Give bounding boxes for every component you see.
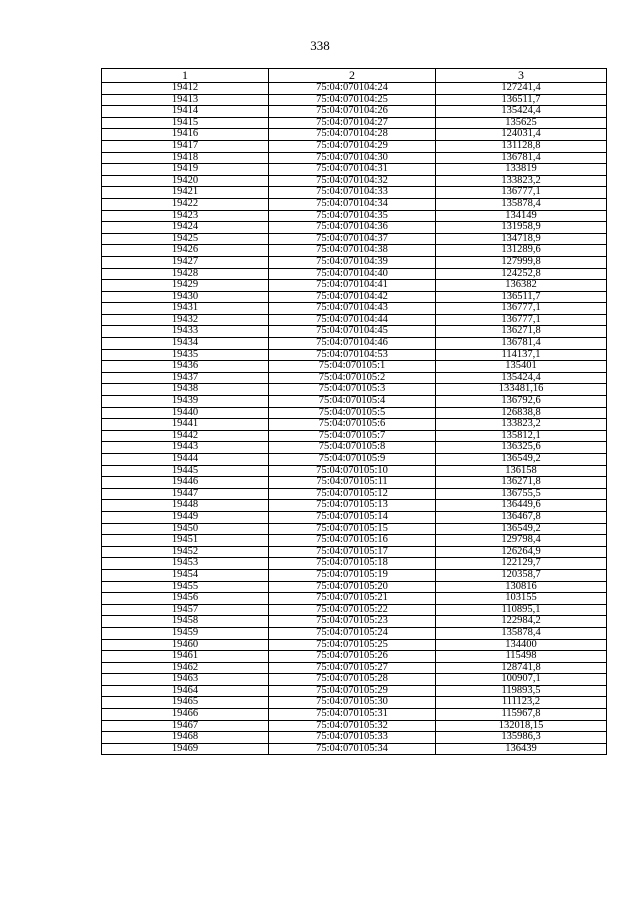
row-number-cell: 19447 [102,488,269,500]
value-cell: 103155 [436,593,607,605]
value-cell: 111123,2 [436,697,607,709]
cadastral-number-cell: 75:04:070104:39 [269,256,436,268]
table-row [102,175,607,187]
table-row [102,210,607,222]
cadastral-number-cell: 75:04:070104:27 [269,117,436,129]
value-cell: 115498 [436,651,607,663]
row-number-cell: 19427 [102,256,269,268]
table-row [102,106,607,118]
value-cell: 122129,7 [436,558,607,570]
table-row [102,627,607,639]
row-number-cell: 19448 [102,500,269,512]
table-row [102,593,607,605]
row-number-cell: 19429 [102,280,269,292]
table-row [102,662,607,674]
cadastral-number-cell: 75:04:070105:28 [269,674,436,686]
row-number-cell: 19454 [102,569,269,581]
table-row [102,129,607,141]
cadastral-number-cell: 75:04:070104:33 [269,187,436,199]
cadastral-number-cell: 75:04:070105:7 [269,430,436,442]
table-row [102,314,607,326]
value-cell: 132018,15 [436,720,607,732]
table-row [102,233,607,245]
table-row [102,685,607,697]
table-row [102,384,607,396]
table-row [102,291,607,303]
table-row [102,338,607,350]
row-number-cell: 19467 [102,720,269,732]
value-cell: 135625 [436,117,607,129]
value-cell: 135986,3 [436,732,607,744]
cadastral-number-cell: 75:04:070104:26 [269,106,436,118]
row-number-cell: 19444 [102,454,269,466]
value-cell: 136792,6 [436,396,607,408]
row-number-cell: 19423 [102,210,269,222]
value-cell: 136777,1 [436,303,607,315]
cadastral-number-cell: 75:04:070105:2 [269,372,436,384]
cadastral-number-cell: 75:04:070104:41 [269,280,436,292]
table-row [102,511,607,523]
row-number-cell: 19439 [102,396,269,408]
value-cell: 115967,8 [436,709,607,721]
row-number-cell: 19413 [102,94,269,106]
value-cell: 135812,1 [436,430,607,442]
cadastral-number-cell: 75:04:070105:20 [269,581,436,593]
value-cell: 136382 [436,280,607,292]
cadastral-number-cell: 75:04:070105:6 [269,419,436,431]
row-number-cell: 19452 [102,546,269,558]
cadastral-number-cell: 75:04:070105:9 [269,454,436,466]
table-row [102,326,607,338]
row-number-cell: 19460 [102,639,269,651]
row-number-cell: 19428 [102,268,269,280]
table-row [102,465,607,477]
cadastral-number-cell: 75:04:070104:32 [269,175,436,187]
row-number-cell: 19434 [102,338,269,350]
row-number-cell: 19420 [102,175,269,187]
value-cell: 120358,7 [436,569,607,581]
table-row [102,280,607,292]
value-cell: 135878,4 [436,198,607,210]
value-cell: 114137,1 [436,349,607,361]
table-row [102,245,607,257]
value-cell: 136755,5 [436,488,607,500]
cadastral-number-cell: 75:04:070104:29 [269,140,436,152]
value-cell: 119893,5 [436,685,607,697]
row-number-cell: 19466 [102,709,269,721]
value-cell: 131958,9 [436,222,607,234]
value-cell: 136781,4 [436,152,607,164]
value-cell: 126838,8 [436,407,607,419]
table-row [102,117,607,129]
cadastral-number-cell: 75:04:070104:37 [269,233,436,245]
value-cell: 136271,8 [436,477,607,489]
row-number-cell: 19446 [102,477,269,489]
cadastral-number-cell: 75:04:070104:38 [269,245,436,257]
row-number-cell: 19462 [102,662,269,674]
row-number-cell: 19438 [102,384,269,396]
row-number-cell: 19443 [102,442,269,454]
cadastral-number-cell: 75:04:070104:53 [269,349,436,361]
table-body [102,83,607,755]
row-number-cell: 19450 [102,523,269,535]
value-cell: 133481,16 [436,384,607,396]
table-row [102,454,607,466]
row-number-cell: 19442 [102,430,269,442]
cadastral-number-cell: 75:04:070105:25 [269,639,436,651]
cadastral-number-cell: 75:04:070105:3 [269,384,436,396]
value-cell: 127999,8 [436,256,607,268]
page-number: 338 [310,38,330,53]
cadastral-number-cell: 75:04:070105:27 [269,662,436,674]
value-cell: 127241,4 [436,83,607,95]
data-table [101,68,607,755]
cadastral-number-cell: 75:04:070105:12 [269,488,436,500]
table-row [102,709,607,721]
cadastral-number-cell: 75:04:070105:24 [269,627,436,639]
row-number-cell: 19468 [102,732,269,744]
value-cell: 135878,4 [436,627,607,639]
row-number-cell: 19461 [102,651,269,663]
table-row [102,198,607,210]
column-header-1: 1 [102,69,269,83]
row-number-cell: 19457 [102,604,269,616]
row-number-cell: 19458 [102,616,269,628]
cadastral-number-cell: 75:04:070105:18 [269,558,436,570]
cadastral-number-cell: 75:04:070105:5 [269,407,436,419]
cadastral-number-cell: 75:04:070104:36 [269,222,436,234]
cadastral-number-cell: 75:04:070105:11 [269,477,436,489]
value-cell: 136511,7 [436,94,607,106]
table-row [102,720,607,732]
cadastral-number-cell: 75:04:070104:35 [269,210,436,222]
value-cell: 134400 [436,639,607,651]
value-cell: 135424,4 [436,372,607,384]
table-row [102,500,607,512]
table-row [102,651,607,663]
value-cell: 136777,1 [436,187,607,199]
row-number-cell: 19455 [102,581,269,593]
table-row [102,639,607,651]
table-row [102,256,607,268]
table-row [102,164,607,176]
cadastral-number-cell: 75:04:070105:21 [269,593,436,605]
value-cell: 130816 [436,581,607,593]
table-row [102,222,607,234]
cadastral-number-cell: 75:04:070105:16 [269,535,436,547]
table-row [102,581,607,593]
row-number-cell: 19451 [102,535,269,547]
cadastral-number-cell: 75:04:070104:42 [269,291,436,303]
cadastral-number-cell: 75:04:070105:34 [269,743,436,755]
cadastral-number-cell: 75:04:070105:26 [269,651,436,663]
cadastral-number-cell: 75:04:070104:44 [269,314,436,326]
table-row [102,430,607,442]
row-number-cell: 19430 [102,291,269,303]
cadastral-number-cell: 75:04:070105:19 [269,569,436,581]
row-number-cell: 19416 [102,129,269,141]
table-row [102,546,607,558]
value-cell: 124031,4 [436,129,607,141]
value-cell: 134718,9 [436,233,607,245]
row-number-cell: 19453 [102,558,269,570]
cadastral-number-cell: 75:04:070105:30 [269,697,436,709]
value-cell: 133819 [436,164,607,176]
value-cell: 135424,4 [436,106,607,118]
cadastral-number-cell: 75:04:070105:14 [269,511,436,523]
cadastral-number-cell: 75:04:070104:46 [269,338,436,350]
value-cell: 133823,2 [436,419,607,431]
value-cell: 136439 [436,743,607,755]
row-number-cell: 19435 [102,349,269,361]
value-cell: 136511,7 [436,291,607,303]
cadastral-number-cell: 75:04:070105:13 [269,500,436,512]
cadastral-number-cell: 75:04:070104:34 [269,198,436,210]
cadastral-number-cell: 75:04:070105:8 [269,442,436,454]
cadastral-number-cell: 75:04:070105:17 [269,546,436,558]
table-row [102,697,607,709]
table-row [102,372,607,384]
table-row [102,604,607,616]
value-cell: 128741,8 [436,662,607,674]
row-number-cell: 19465 [102,697,269,709]
row-number-cell: 19412 [102,83,269,95]
value-cell: 134149 [436,210,607,222]
header-row [102,69,607,83]
value-cell: 136158 [436,465,607,477]
table-row [102,407,607,419]
value-cell: 110895,1 [436,604,607,616]
table-row [102,419,607,431]
column-header-2: 2 [269,69,436,83]
table-row [102,361,607,373]
table-row [102,396,607,408]
row-number-cell: 19415 [102,117,269,129]
row-number-cell: 19463 [102,674,269,686]
value-cell: 136467,8 [436,511,607,523]
table-row [102,303,607,315]
row-number-cell: 19418 [102,152,269,164]
cadastral-number-cell: 75:04:070104:30 [269,152,436,164]
value-cell: 124252,8 [436,268,607,280]
table-row [102,83,607,95]
cadastral-number-cell: 75:04:070104:43 [269,303,436,315]
table-row [102,558,607,570]
row-number-cell: 19425 [102,233,269,245]
cadastral-number-cell: 75:04:070105:23 [269,616,436,628]
value-cell: 136777,1 [436,314,607,326]
row-number-cell: 19432 [102,314,269,326]
value-cell: 136325,6 [436,442,607,454]
column-header-3: 3 [436,69,607,83]
table-row [102,140,607,152]
row-number-cell: 19419 [102,164,269,176]
row-number-cell: 19417 [102,140,269,152]
cadastral-number-cell: 75:04:070104:40 [269,268,436,280]
cadastral-number-cell: 75:04:070105:15 [269,523,436,535]
cadastral-number-cell: 75:04:070105:1 [269,361,436,373]
row-number-cell: 19431 [102,303,269,315]
value-cell: 136781,4 [436,338,607,350]
row-number-cell: 19459 [102,627,269,639]
cadastral-number-cell: 75:04:070105:32 [269,720,436,732]
value-cell: 136549,2 [436,523,607,535]
table-row [102,477,607,489]
value-cell: 136449,6 [436,500,607,512]
value-cell: 126264,9 [436,546,607,558]
table-row [102,94,607,106]
table-row [102,569,607,581]
row-number-cell: 19449 [102,511,269,523]
table-row [102,187,607,199]
row-number-cell: 19469 [102,743,269,755]
value-cell: 122984,2 [436,616,607,628]
row-number-cell: 19436 [102,361,269,373]
row-number-cell: 19464 [102,685,269,697]
table-row [102,535,607,547]
row-number-cell: 19440 [102,407,269,419]
table-row [102,349,607,361]
table-header [102,69,607,83]
row-number-cell: 19456 [102,593,269,605]
table-row [102,616,607,628]
table-row [102,674,607,686]
cadastral-number-cell: 75:04:070105:4 [269,396,436,408]
row-number-cell: 19424 [102,222,269,234]
row-number-cell: 19445 [102,465,269,477]
cadastral-number-cell: 75:04:070104:45 [269,326,436,338]
cadastral-number-cell: 75:04:070104:31 [269,164,436,176]
cadastral-number-cell: 75:04:070104:28 [269,129,436,141]
cadastral-number-cell: 75:04:070104:24 [269,83,436,95]
table-row [102,152,607,164]
value-cell: 129798,4 [436,535,607,547]
row-number-cell: 19421 [102,187,269,199]
value-cell: 131289,6 [436,245,607,257]
cadastral-number-cell: 75:04:070105:10 [269,465,436,477]
table-row [102,732,607,744]
row-number-cell: 19433 [102,326,269,338]
value-cell: 136271,8 [436,326,607,338]
row-number-cell: 19437 [102,372,269,384]
cadastral-number-cell: 75:04:070104:25 [269,94,436,106]
value-cell: 136549,2 [436,454,607,466]
table-row [102,268,607,280]
row-number-cell: 19426 [102,245,269,257]
value-cell: 133823,2 [436,175,607,187]
value-cell: 100907,1 [436,674,607,686]
cadastral-number-cell: 75:04:070105:22 [269,604,436,616]
table-row [102,523,607,535]
table-row [102,743,607,755]
row-number-cell: 19441 [102,419,269,431]
cadastral-number-cell: 75:04:070105:33 [269,732,436,744]
table-row [102,442,607,454]
cadastral-number-cell: 75:04:070105:31 [269,709,436,721]
value-cell: 131128,8 [436,140,607,152]
row-number-cell: 19422 [102,198,269,210]
value-cell: 135401 [436,361,607,373]
table-row [102,488,607,500]
cadastral-number-cell: 75:04:070105:29 [269,685,436,697]
row-number-cell: 19414 [102,106,269,118]
